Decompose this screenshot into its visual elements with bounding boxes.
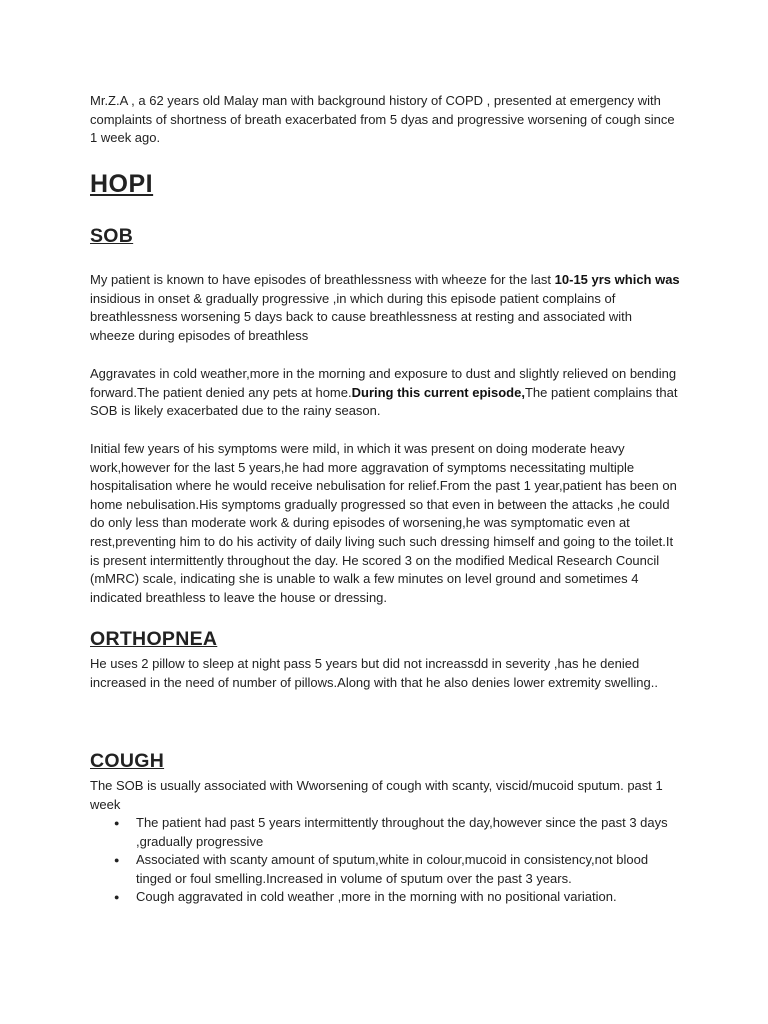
orthopnea-heading: ORTHOPNEA [90,628,218,650]
sob-heading: SOB [90,225,134,247]
list-item: ● Cough aggravated in cold weather ,more in the morning with no positional variation. [90,888,680,907]
sob-p1-text-b: insidious in onset & gradually progressive ,in which during this episode patient complains of breathlessness worsening 5 days back to cause breathlessness at resting and associated with wheeze during episodes of breathless [90,290,632,343]
hopi-heading: HOPI [90,170,154,198]
sob-p1-bold: 10-15 yrs which was [554,272,680,287]
cough-heading: COUGH [90,750,165,772]
sob-p2-bold: During this current episode, [351,384,525,400]
sob-paragraph-3: Initial few years of his symptoms were mild, in which it was present on doing moderate heavy work,however for the last 5 years,he had more aggravation of symptoms necessitating multiple hospitalisation where he would receive nebulisation for relief.From the past 1 year,patient has been on home nebulisation.His symptoms gradually progressed so that even in between the attacks ,he could do only less than moderate work & during episodes of worsening,he was symptomatic even at rest,preventing him to do his activity of daily living such such dressing himself and going to the toilet.It is present intermittently throughout the day. He scored 3 on the modified Medical Research Council (mMRC) scale, indicating she is unable to walk a few minutes on level ground and sometimes 4 indicated breathless to leave the house or dressing. [90,441,677,605]
list-item: ● The patient had past 5 years intermittently throughout the day,however since the past 3 days ,gradually progressive [90,814,680,851]
sob-p2-text-b: The patient complains that SOB is likely exacerbated due to the rainy season. [90,384,678,419]
sob-paragraph-2 [90,365,680,421]
sob-paragraph-1 [90,271,680,345]
sob-p1-text-a: My patient is known to have episodes of breathlessness with wheeze for the last [90,272,555,287]
orthopnea-paragraph: He uses 2 pillow to sleep at night pass 5 years but did not increassdd in severity ,has he denied increased in the need of number of pillows.Along with that he also denies lower extremity swelling.. [90,656,658,690]
sob-p2-text-a: Aggravates in cold weather,more in the morning and exposure to dust and slightly relieved on bending forward.The patient denied any pets at home. [90,366,677,400]
cough-bullet-list [90,814,680,907]
intro-paragraph: Mr.Z.A , a 62 years old Malay man with background history of COPD , presented at emergency with complaints of shortness of breath exacerbated from 5 dyas and progressive worsening of cough since 1 week ago. [90,93,675,146]
cough-paragraph: The SOB is usually associated with Wworsening of cough with scanty, viscid/mucoid sputum. past 1 week [90,778,663,812]
list-item: ● Associated with scanty amount of sputum,white in colour,mucoid in consistency,not blood tinged or foul smelling.Increased in volume of sputum over the past 3 years. [90,851,680,888]
